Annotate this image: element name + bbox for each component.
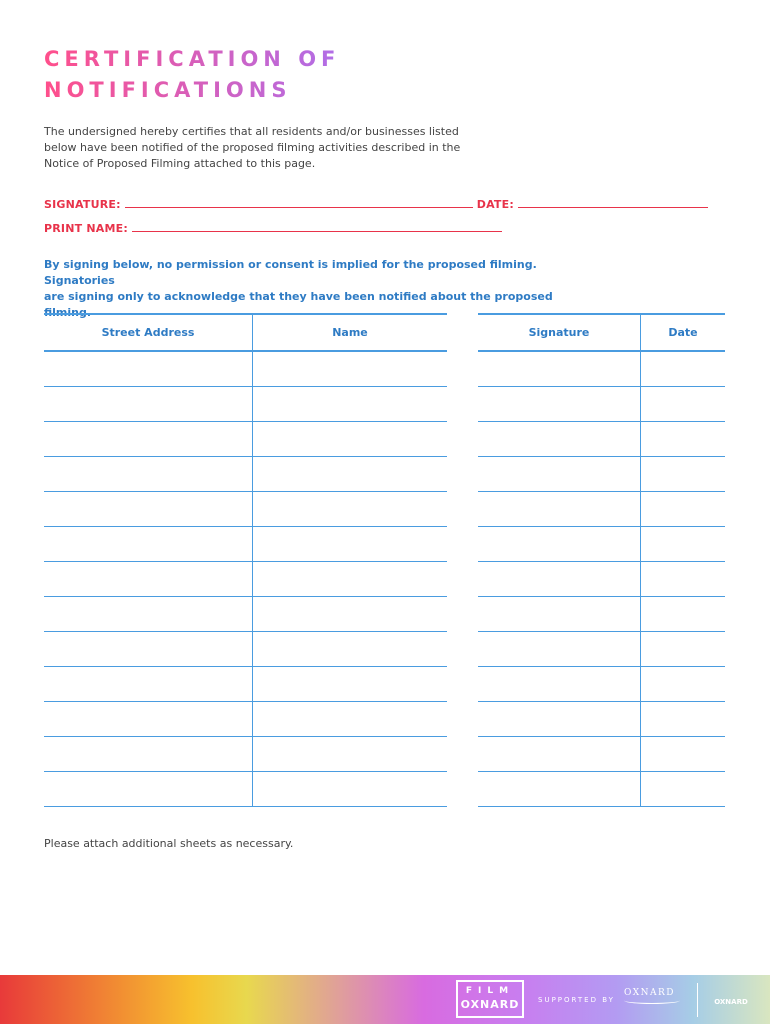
table-row	[478, 597, 725, 632]
disclaimer-line1: By signing below, no permission or consent is implied for the proposed filming. Signatories	[44, 258, 537, 287]
date-cell[interactable]	[641, 772, 726, 807]
swoosh-icon	[624, 997, 680, 1004]
name-cell[interactable]	[253, 422, 448, 457]
oxnard-seal-text: OXNARD	[714, 998, 748, 1006]
signature-cell[interactable]	[478, 351, 641, 387]
signature-date-table	[478, 313, 725, 807]
name-cell[interactable]	[253, 737, 448, 772]
oxnard-seal-logo	[713, 986, 749, 1016]
table-row	[478, 737, 725, 772]
date-cell[interactable]	[641, 457, 726, 492]
name-cell[interactable]	[253, 351, 448, 387]
name-cell[interactable]	[253, 597, 448, 632]
table-row	[44, 422, 447, 457]
table-row	[44, 562, 447, 597]
table-row	[44, 632, 447, 667]
signature-cell[interactable]	[478, 492, 641, 527]
name-cell[interactable]	[253, 492, 448, 527]
street-address-cell[interactable]	[44, 492, 253, 527]
disclaimer	[44, 257, 584, 321]
signature-cell[interactable]	[478, 562, 641, 597]
table-row	[478, 422, 725, 457]
street-address-cell[interactable]	[44, 597, 253, 632]
table-row	[44, 351, 447, 387]
film-oxnard-logo-line1: FILM	[465, 986, 515, 996]
table-row	[478, 667, 725, 702]
street-address-cell[interactable]	[44, 351, 253, 387]
date-cell[interactable]	[641, 527, 726, 562]
name-cell[interactable]	[253, 387, 448, 422]
street-address-cell[interactable]	[44, 667, 253, 702]
name-cell[interactable]	[253, 527, 448, 562]
date-cell[interactable]	[641, 562, 726, 597]
date-header: Date	[641, 314, 726, 351]
signature-field[interactable]	[125, 198, 473, 208]
name-cell[interactable]	[253, 772, 448, 807]
signature-date-row	[44, 198, 712, 211]
street-address-cell[interactable]	[44, 422, 253, 457]
table-row	[44, 527, 447, 562]
page-title-line1: CERTIFICATION OF	[44, 47, 341, 71]
address-name-table	[44, 313, 447, 807]
signature-label: SIGNATURE:	[44, 198, 121, 211]
table-row	[478, 492, 725, 527]
date-cell[interactable]	[641, 737, 726, 772]
signature-cell[interactable]	[478, 597, 641, 632]
street-address-cell[interactable]	[44, 527, 253, 562]
signature-cell[interactable]	[478, 772, 641, 807]
name-cell[interactable]	[253, 702, 448, 737]
table-row	[44, 387, 447, 422]
date-cell[interactable]	[641, 422, 726, 457]
name-cell[interactable]	[253, 667, 448, 702]
date-cell[interactable]	[641, 387, 726, 422]
table-row	[478, 457, 725, 492]
signature-cell[interactable]	[478, 387, 641, 422]
oxnard-city-logo	[624, 988, 680, 1004]
date-cell[interactable]	[641, 667, 726, 702]
table-row	[44, 702, 447, 737]
date-cell[interactable]	[641, 492, 726, 527]
signature-cell[interactable]	[478, 527, 641, 562]
signature-cell[interactable]	[478, 457, 641, 492]
date-field[interactable]	[518, 198, 708, 208]
signature-cell[interactable]	[478, 632, 641, 667]
intro-paragraph	[44, 124, 524, 172]
signature-header: Signature	[478, 314, 641, 351]
intro-line1: The undersigned hereby certifies that all residents and/or businesses listed	[44, 125, 459, 138]
table-row	[44, 737, 447, 772]
table-row	[478, 702, 725, 737]
footnote: Please attach additional sheets as necessary.	[44, 837, 294, 850]
film-oxnard-logo	[456, 980, 524, 1018]
date-cell[interactable]	[641, 351, 726, 387]
print-name-field[interactable]	[132, 222, 502, 232]
name-cell[interactable]	[253, 457, 448, 492]
table-row	[478, 387, 725, 422]
print-name-row	[44, 222, 506, 235]
street-address-header: Street Address	[44, 314, 253, 351]
signature-cell[interactable]	[478, 667, 641, 702]
footer-divider	[697, 983, 698, 1017]
table-row	[44, 457, 447, 492]
street-address-cell[interactable]	[44, 387, 253, 422]
signature-cell[interactable]	[478, 422, 641, 457]
date-cell[interactable]	[641, 702, 726, 737]
name-cell[interactable]	[253, 562, 448, 597]
intro-line3: Notice of Proposed Filming attached to this page.	[44, 157, 316, 170]
table-row	[478, 562, 725, 597]
table-row	[478, 772, 725, 807]
date-cell[interactable]	[641, 597, 726, 632]
page-title	[44, 44, 340, 106]
address-name-rows	[44, 351, 447, 807]
signature-cell[interactable]	[478, 737, 641, 772]
table-row	[478, 632, 725, 667]
name-cell[interactable]	[253, 632, 448, 667]
date-label: DATE:	[476, 198, 514, 211]
table-row	[44, 772, 447, 807]
table-row	[478, 351, 725, 387]
intro-line2: below have been notified of the proposed filming activities described in the	[44, 141, 461, 154]
print-name-label: PRINT NAME:	[44, 222, 128, 235]
table-row	[44, 492, 447, 527]
supported-by-text: SUPPORTED BY	[538, 996, 615, 1004]
street-address-cell[interactable]	[44, 737, 253, 772]
page-title-line2: NOTIFICATIONS	[44, 78, 292, 102]
oxnard-city-logo-text: OXNARD	[624, 988, 675, 998]
street-address-cell[interactable]	[44, 632, 253, 667]
street-address-cell[interactable]	[44, 562, 253, 597]
disclaimer-line2: are signing only to acknowledge that they have been notified about the proposed filming.	[44, 290, 553, 319]
street-address-cell[interactable]	[44, 457, 253, 492]
date-cell[interactable]	[641, 632, 726, 667]
signature-date-rows	[478, 351, 725, 807]
table-row	[44, 597, 447, 632]
signature-cell[interactable]	[478, 702, 641, 737]
table-row	[478, 527, 725, 562]
film-oxnard-logo-line2: OXNARD	[460, 998, 520, 1011]
street-address-cell[interactable]	[44, 702, 253, 737]
street-address-cell[interactable]	[44, 772, 253, 807]
table-row	[44, 667, 447, 702]
name-header: Name	[253, 314, 448, 351]
